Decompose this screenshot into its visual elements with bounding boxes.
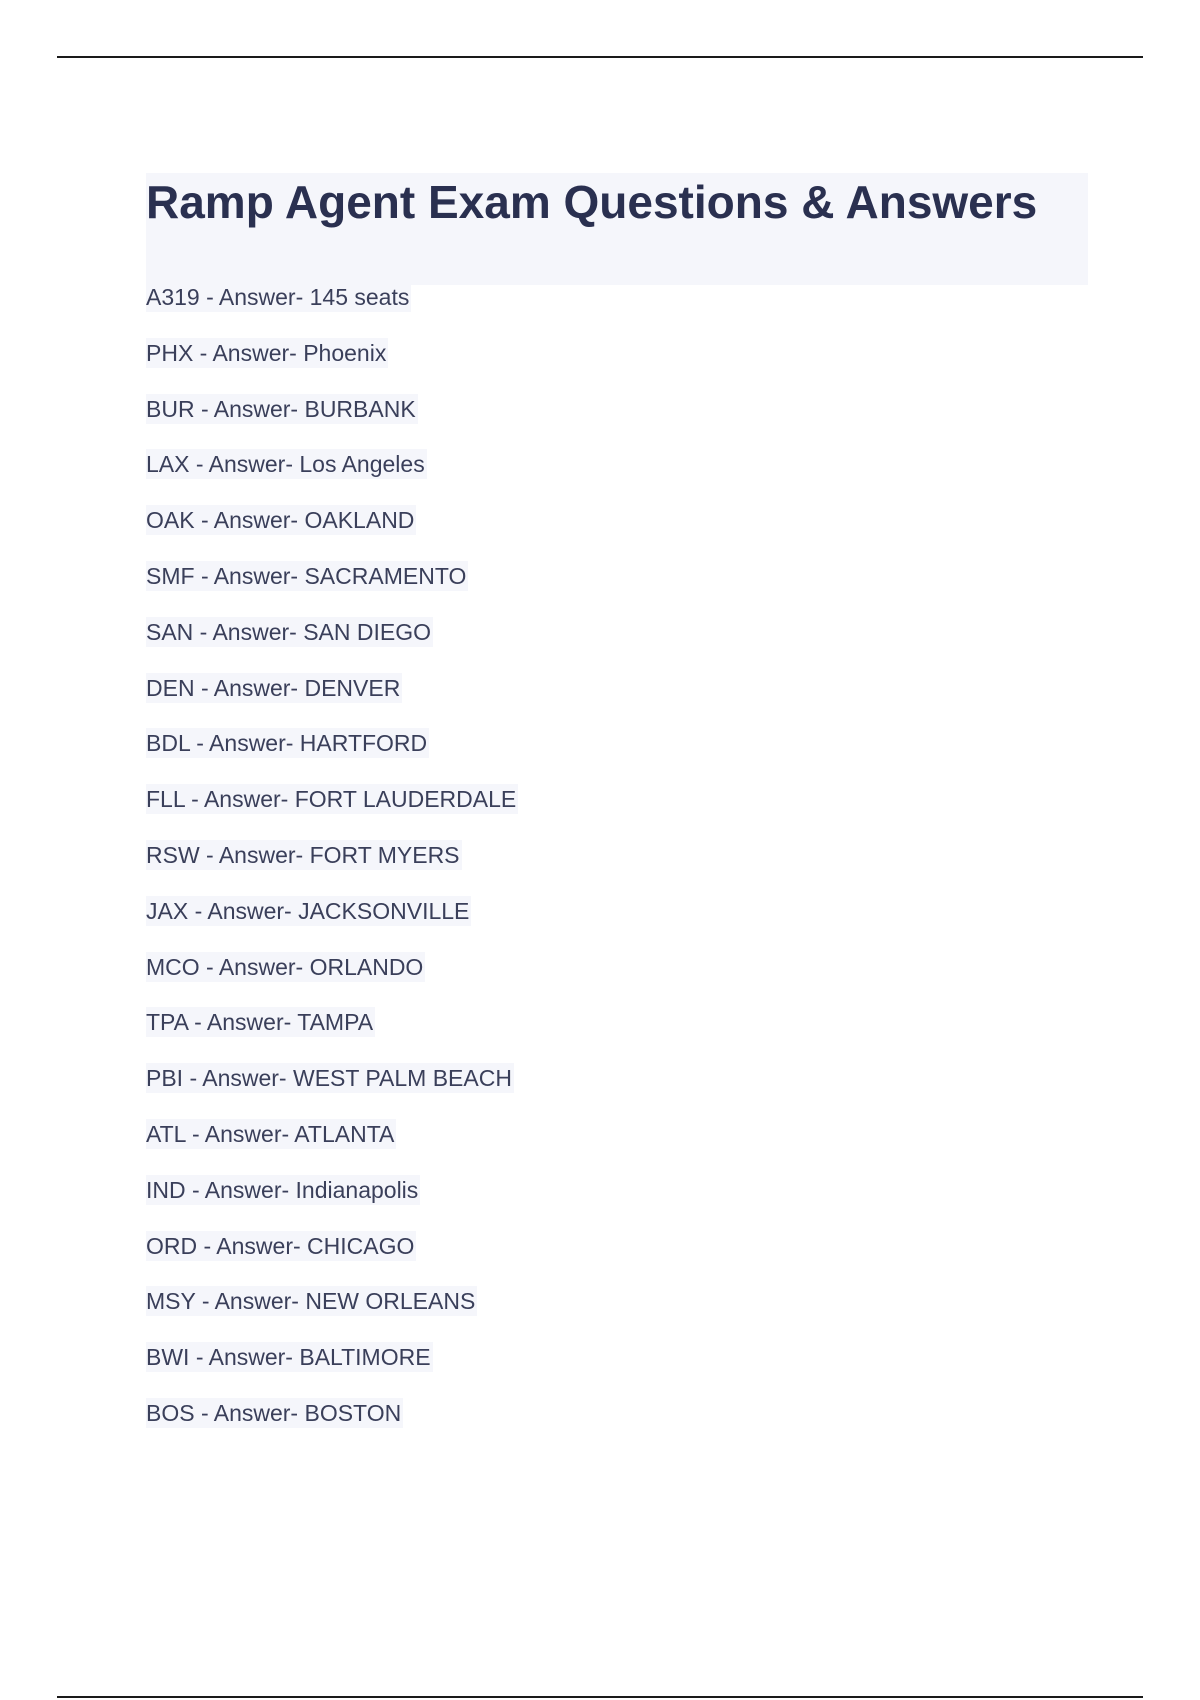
qa-item [146, 338, 518, 394]
qa-item [146, 449, 518, 505]
qa-item-text: ATL - Answer- ATLANTA [146, 1120, 395, 1147]
qa-item [146, 673, 518, 729]
qa-item [146, 505, 518, 561]
qa-item [146, 282, 518, 338]
qa-item [146, 728, 518, 784]
qa-item [146, 896, 518, 952]
qa-item-text: TPA - Answer- TAMPA [146, 1009, 374, 1036]
qa-item [146, 1063, 518, 1119]
qa-item [146, 1231, 518, 1287]
qa-item [146, 1175, 518, 1231]
qa-item-text: ORD - Answer- CHICAGO [146, 1232, 415, 1259]
qa-item-text: IND - Answer- Indianapolis [146, 1176, 419, 1203]
qa-item [146, 1398, 518, 1454]
qa-item-text: MSY - Answer- NEW ORLEANS [146, 1288, 476, 1315]
qa-item-text: PBI - Answer- WEST PALM BEACH [146, 1065, 512, 1092]
bottom-divider [57, 1696, 1143, 1698]
qa-item-text: BDL - Answer- HARTFORD [146, 730, 428, 757]
qa-item-text: DEN - Answer- DENVER [146, 674, 401, 701]
qa-item-text: OAK - Answer- OAKLAND [146, 507, 415, 534]
qa-item-text: BWI - Answer- BALTIMORE [146, 1344, 431, 1371]
page-title: Ramp Agent Exam Questions & Answers [146, 176, 1038, 228]
qa-item-text: A319 - Answer- 145 seats [146, 284, 410, 310]
qa-item-text: SAN - Answer- SAN DIEGO [146, 618, 432, 645]
qa-item [146, 394, 518, 450]
qa-item [146, 1119, 518, 1175]
qa-item-text: PHX - Answer- Phoenix [146, 339, 387, 366]
qa-item-text: MCO - Answer- ORLANDO [146, 953, 424, 980]
qa-item [146, 1007, 518, 1063]
qa-item-text: JAX - Answer- JACKSONVILLE [146, 897, 470, 924]
qa-item-text: LAX - Answer- Los Angeles [146, 451, 425, 478]
qa-item [146, 1342, 518, 1398]
qa-item-text: RSW - Answer- FORT MYERS [146, 841, 460, 868]
qa-list [146, 282, 518, 1454]
qa-item [146, 952, 518, 1008]
qa-item [146, 784, 518, 840]
qa-item-text: BUR - Answer- BURBANK [146, 395, 416, 422]
qa-item [146, 561, 518, 617]
qa-item [146, 1286, 518, 1342]
qa-item [146, 617, 518, 673]
top-divider [57, 56, 1143, 58]
qa-item-text: BOS - Answer- BOSTON [146, 1399, 402, 1426]
qa-item [146, 840, 518, 896]
qa-item-text: FLL - Answer- FORT LAUDERDALE [146, 786, 517, 813]
qa-item-text: SMF - Answer- SACRAMENTO [146, 562, 467, 589]
